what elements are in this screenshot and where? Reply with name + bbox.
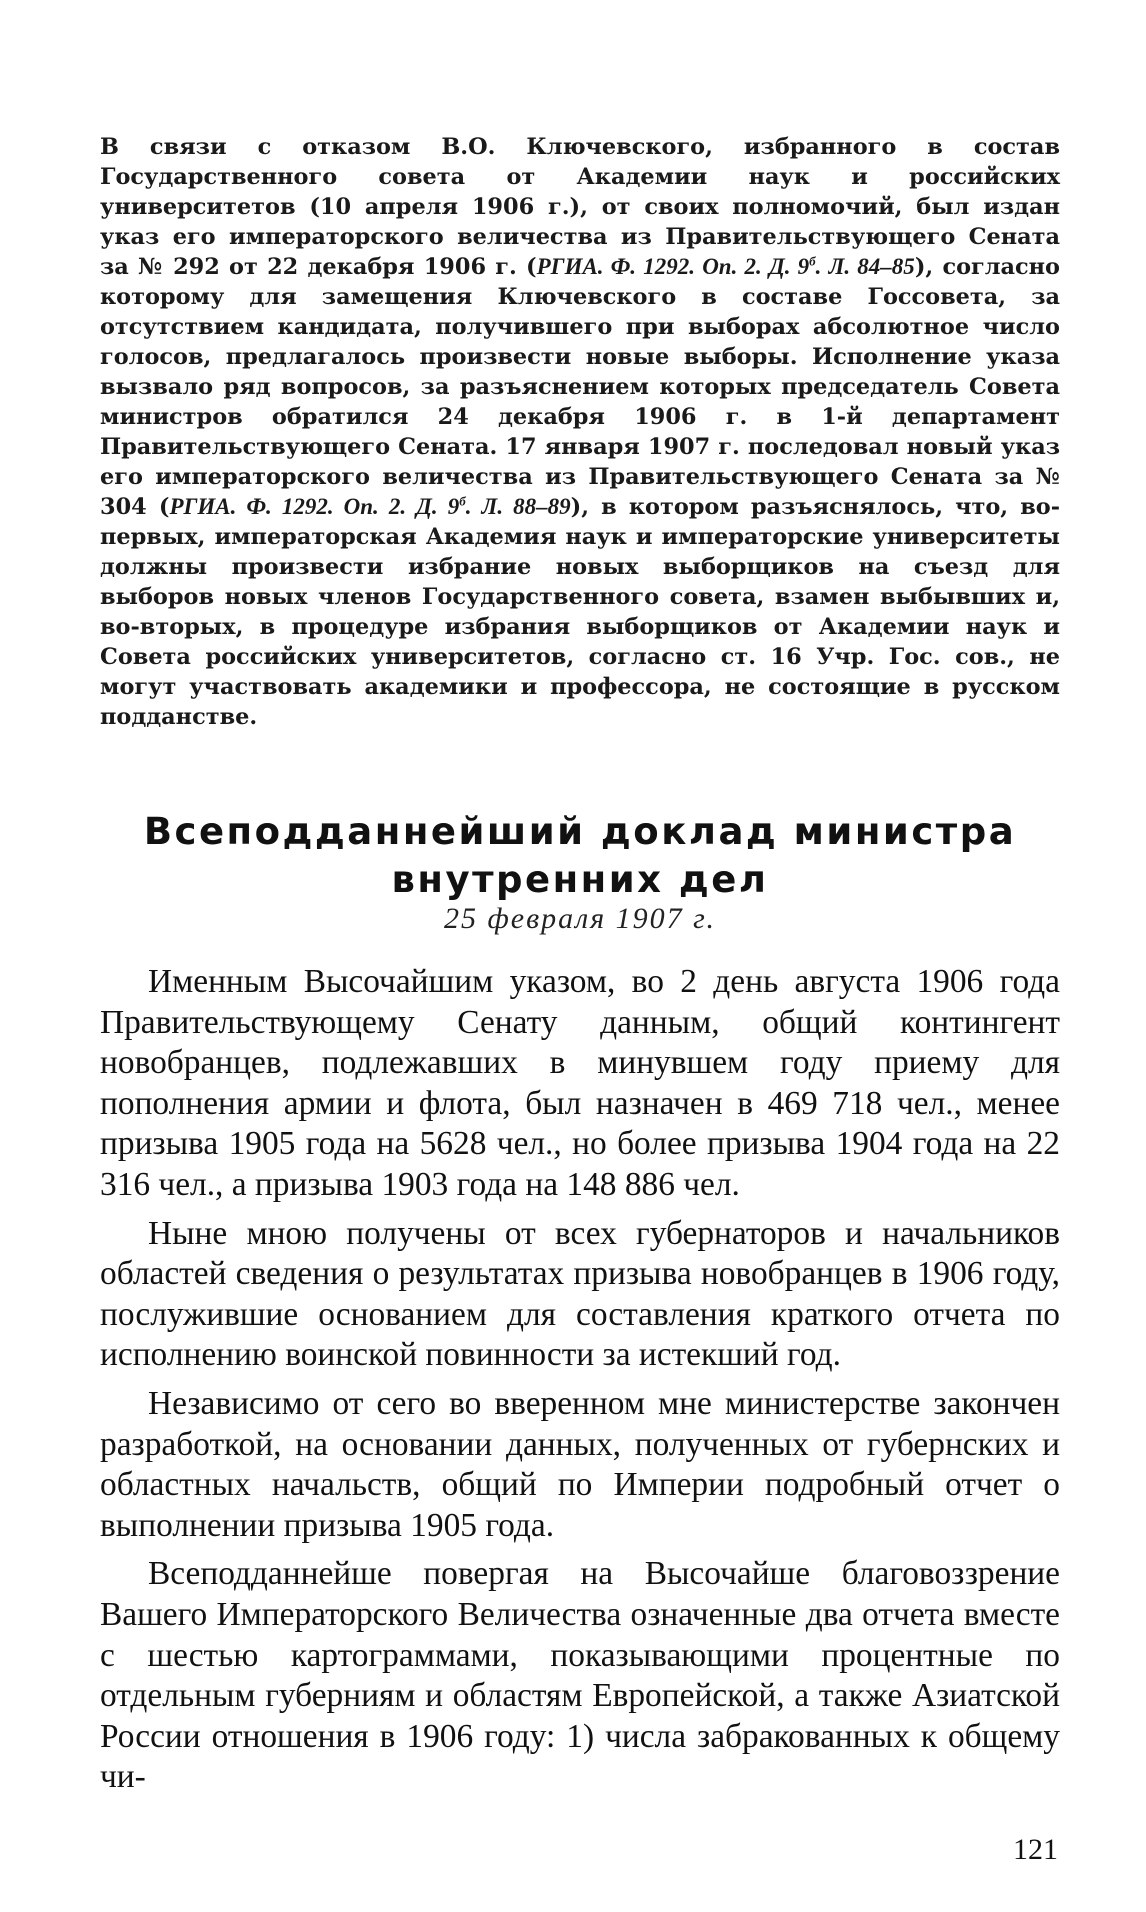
note-text-3: ), в котором разъяснялось, что, во-первых, императорская Академия наук и императорские университеты должны произвести избрание новых выборщиков на съезд для выборов новых членов Государственного совета, взамен выбывших и, во-вторых, в процедуре избрания выборщиков от Академии наук и Совета российских университетов, согласно ст. 16 Учр. Гос. сов., не могут участвовать академики и профессора, не состоящие в русском подданстве. xyxy=(100,494,1060,730)
heading-line-2: внутренних дел xyxy=(391,858,769,901)
note-text-1: В связи с отказом В.О. Ключевского, избранного в состав Государственного совета от Академии наук и российских университетов (10 апреля 1906 г.), от своих полномочий, был издан указ его императорского величества из Правительствующего Сената за № 292 от 22 декабря 1906 г. ( xyxy=(100,134,1060,280)
report-body xyxy=(100,962,1060,1806)
footnote-paragraph xyxy=(100,132,1060,732)
body-paragraph: Ныне мною получены от всех губернаторов и начальников областей сведения о результатах призыва новобранцев в 1906 году, послужившие основанием для составления краткого отчета по исполнению воинской повинности за истекший год. xyxy=(100,1214,1060,1374)
section-heading xyxy=(100,808,1060,904)
note-text-2: ), согласно которому для замещения Ключевского в составе Госсовета, за отсутствием кандидата, получившего при выборах абсолютное число голосов, предлагалось произвести новые выборы. Исполнение указа вызвало ряд вопросов, за разъяснением которых председатель Совета министров обратился 24 декабря 1906 г. в 1-й департамент Правительствующего Сената. 17 января 1907 г. последовал новый указ его императорского величества из Правительствующего Сената за № 304 ( xyxy=(100,254,1060,520)
body-paragraph: Именным Высочайшим указом, во 2 день августа 1906 года Правительствующему Сенату данным, общий контингент новобранцев, подлежавших в минувшем году приему для пополнения армии и флота, был назначен в 469 718 чел., менее призыва 1905 года на 5628 чел., но более призыва 1904 года на 22 316 чел., а призыва 1903 года на 148 886 чел. xyxy=(100,963,1060,1203)
archive-reference-1: РГИА. Ф. 1292. Оп. 2. Д. $9^б$. Л. 84–85 xyxy=(536,253,915,279)
body-paragraph: Независимо от сего во вверенном мне министерстве закончен разработкой, на основании данных, полученных от губернских и областных начальств, общий по Империи подробный отчет о выполнении призыва 1905 года. xyxy=(100,1384,1060,1544)
archive-reference-2: РГИА. Ф. 1292. Оп. 2. Д. $9^б$. Л. 88–89 xyxy=(169,493,571,519)
document-date: 25 февраля 1907 г. xyxy=(444,902,716,935)
page-number: 121 xyxy=(1013,1833,1058,1866)
body-paragraph: Всеподданнейше повергая на Высочайше благовоззрение Вашего Императорского Величества означенные два отчета вместе с шестью картограммами, показывающими процентные по отдельным губерниям и областям Европейской, а также Азиатской России отношения в 1906 году: 1) числа забракованных к общему чи- xyxy=(100,1555,1060,1796)
heading-line-1: Всеподданнейший доклад министра xyxy=(143,810,1017,853)
